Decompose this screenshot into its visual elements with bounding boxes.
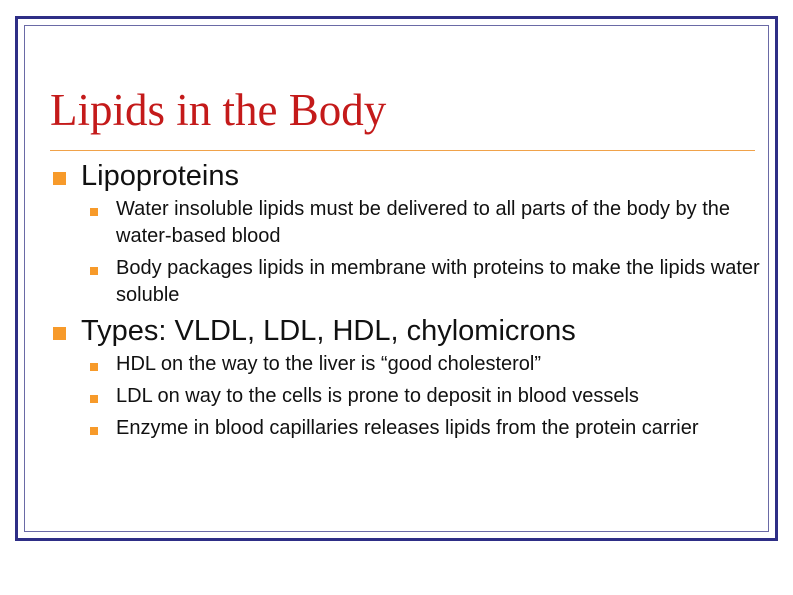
square-bullet-icon bbox=[90, 267, 98, 275]
bullet-text: Lipoproteins bbox=[81, 160, 239, 192]
sub-bullet-text: HDL on the way to the liver is “good cholesterol” bbox=[116, 353, 542, 375]
sub-bullet bbox=[85, 415, 766, 442]
sub-bullet bbox=[85, 255, 766, 309]
sub-bullet-list bbox=[50, 196, 760, 309]
sub-bullet-text: Water insoluble lipids must be delivered to all parts of the body by the water-based blood bbox=[116, 198, 731, 247]
sub-bullet bbox=[85, 196, 766, 250]
square-bullet-icon bbox=[90, 395, 98, 403]
sublist-container bbox=[50, 351, 750, 442]
title-divider bbox=[50, 150, 755, 151]
sub-bullet-text: Body packages lipids in membrane with proteins to make the lipids water soluble bbox=[116, 257, 760, 306]
bullet-types bbox=[50, 313, 750, 349]
sub-bullet bbox=[85, 351, 766, 378]
sublist-container bbox=[50, 196, 760, 309]
square-bullet-icon bbox=[90, 427, 98, 435]
bullet-list bbox=[50, 158, 760, 446]
square-bullet-icon bbox=[53, 172, 66, 185]
sub-bullet-text: Enzyme in blood capillaries releases lipids from the protein carrier bbox=[116, 417, 699, 439]
sub-bullet-text: LDL on way to the cells is prone to deposit in blood vessels bbox=[116, 385, 639, 407]
square-bullet-icon bbox=[90, 208, 98, 216]
square-bullet-icon bbox=[53, 327, 66, 340]
slide-title: Lipids in the Body bbox=[50, 85, 387, 135]
sub-bullet bbox=[85, 383, 766, 410]
square-bullet-icon bbox=[90, 363, 98, 371]
sub-bullet-list bbox=[50, 351, 750, 442]
bullet-text: Types: VLDL, LDL, HDL, chylomicrons bbox=[81, 315, 576, 347]
bullet-lipoproteins bbox=[50, 158, 750, 194]
